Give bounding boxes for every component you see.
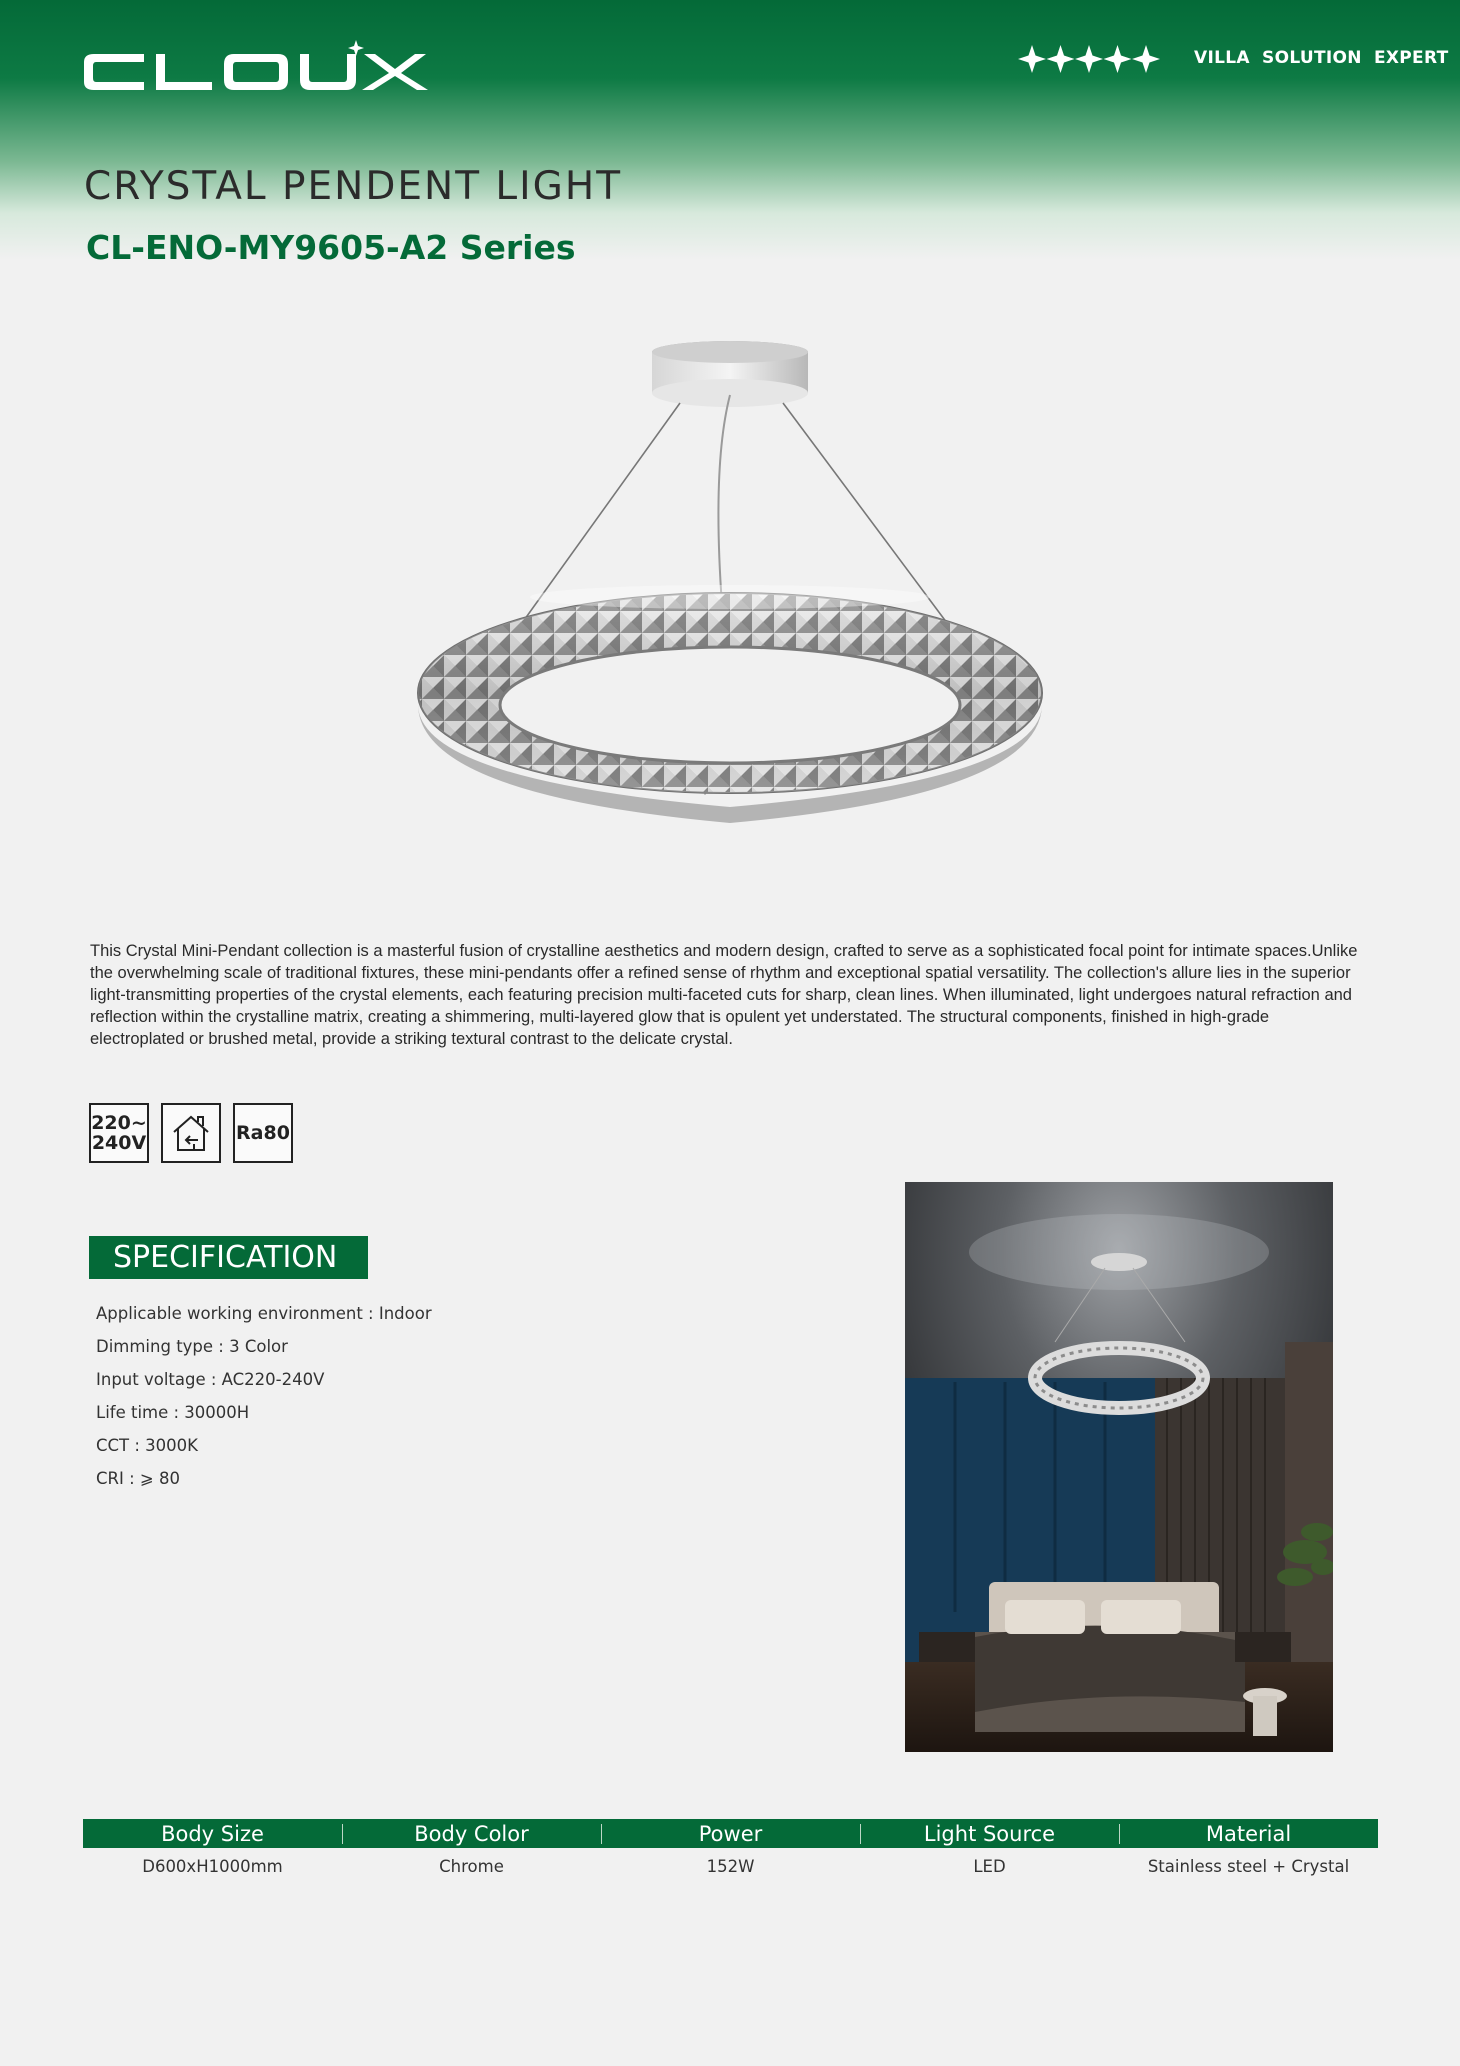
bedroom-scene-image [905, 1182, 1333, 1752]
table-row [83, 1848, 1378, 1876]
five-stars-icon [1018, 42, 1160, 76]
header-body-size: Body Size [161, 1822, 264, 1846]
feature-badges [89, 1103, 293, 1163]
indoor-house-icon [161, 1103, 221, 1163]
spec-item: Dimming type : 3 Color [96, 1337, 288, 1356]
voltage-line1: 220~ [91, 1112, 147, 1134]
specification-heading: SPECIFICATION [89, 1236, 368, 1279]
product-series: CL-ENO-MY9605-A2 Series [86, 228, 576, 267]
header-power: Power [601, 1819, 860, 1848]
spec-item: Applicable working environment : Indoor [96, 1304, 432, 1323]
product-description: This Crystal Mini-Pendant collection is a masterful fusion of crystalline aesthetics and modern design, crafted to serve as a sophisticated focal point for intimate spaces.Unlike the overwhelming scale of traditional fixtures, these mini-pendants offer a refined sense of rhythm and exceptional spatial versatility. The collection's allure lies in the superior light-transmitting properties of the crystal elements, each featuring precision multi-faceted cuts for sharp, clean lines. When illuminated, light undergoes natural refraction and reflection within the crystalline matrix, creating a shimmering, multi-layered glow that is opulent yet understated. The structural components, finished in high-grade electroplated or brushed metal, provide a striking textural contrast to the delicate crystal. [90, 942, 1358, 1048]
spec-item: Input voltage : AC220-240V [96, 1370, 325, 1389]
voltage-line2: 240V [91, 1132, 147, 1154]
product-spec-table [83, 1819, 1378, 1876]
cri-badge [233, 1103, 293, 1163]
value-power: 152W [706, 1857, 755, 1876]
value-body-color: Chrome [439, 1857, 504, 1876]
header-light-source: Light Source [860, 1819, 1119, 1848]
header-body-color: Body Color [342, 1819, 601, 1848]
header-material: Material [1119, 1819, 1378, 1848]
cloux-logo [82, 40, 442, 102]
value-body-size: D600xH1000mm [142, 1857, 283, 1876]
voltage-badge [89, 1103, 149, 1163]
spec-item: Life time : 30000H [96, 1403, 250, 1422]
spec-item: CCT : 3000K [96, 1436, 198, 1455]
value-material: Stainless steel + Crystal [1147, 1857, 1350, 1876]
spec-item: CRI : ⩾ 80 [96, 1469, 180, 1488]
specification-list [96, 1302, 432, 1500]
crystal-ring-pendant-image [400, 325, 1060, 865]
cri-badge-label: Ra80 [236, 1122, 290, 1144]
tagline: VILLA SOLUTION EXPERT [1194, 48, 1449, 68]
header-gradient [0, 0, 1460, 260]
product-title: CRYSTAL PENDENT LIGHT [84, 164, 623, 209]
table-header-row [83, 1819, 1378, 1848]
value-light-source: LED [973, 1857, 1006, 1876]
